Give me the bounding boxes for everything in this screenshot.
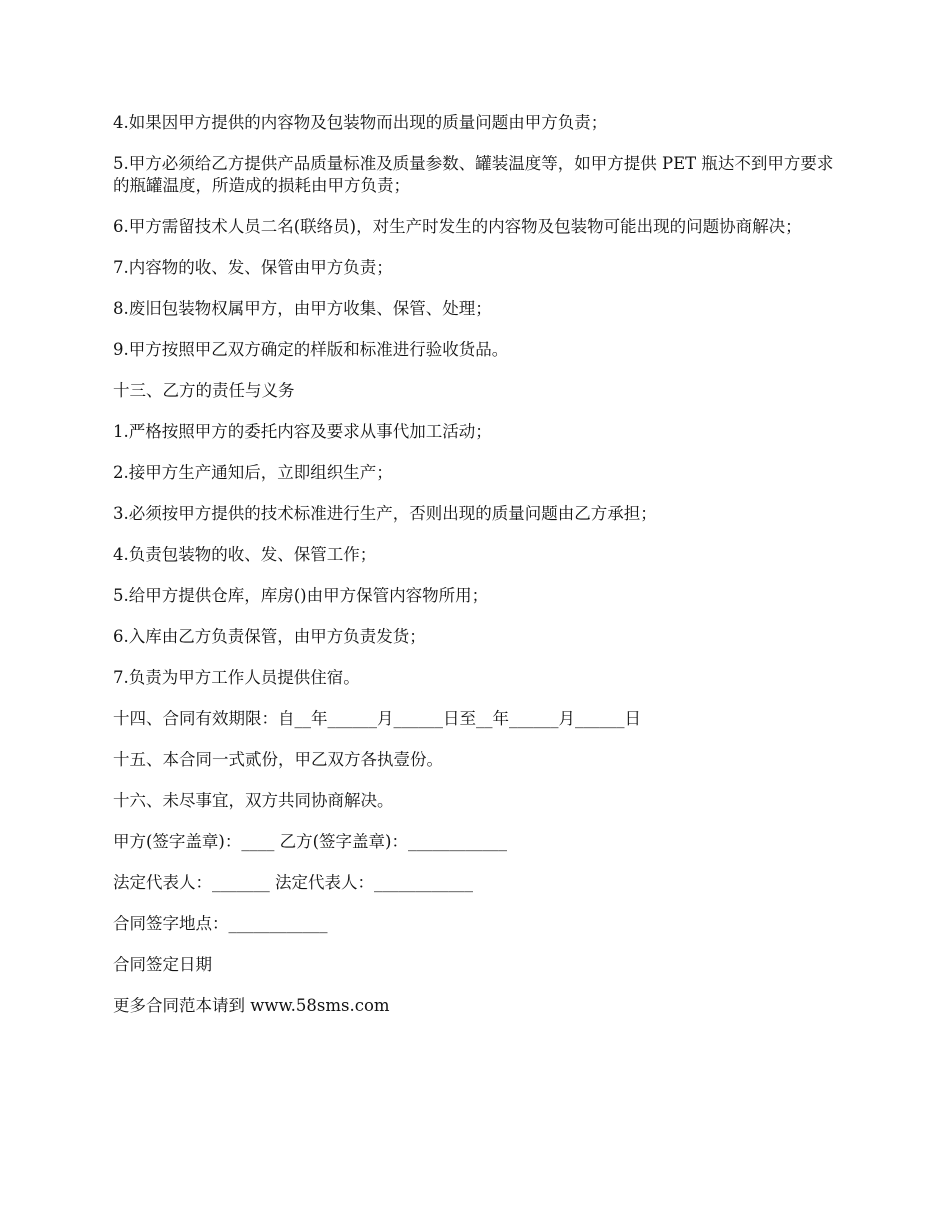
signing-date: 合同签定日期 [113,955,212,974]
signature-line-representatives: 法定代表人：_______ 法定代表人：____________ [113,873,473,892]
clause-b-3: 3.必须按甲方提供的技术标准进行生产，否则出现的质量问题由乙方承担； [113,504,657,523]
document-body [113,112,840,1036]
clause-b-1: 1.严格按照甲方的委托内容及要求从事代加工活动； [113,422,492,441]
clause-a-5: 5.甲方必须给乙方提供产品质量标准及质量参数、罐装温度等，如甲方提供 PET 瓶达不到甲方要求的瓶罐温度，所造成的损耗由甲方负责； [113,154,834,195]
section-heading-16: 十六、未尽事宜，双方共同协商解决。 [113,791,394,810]
clause-b-2: 2.接甲方生产通知后，立即组织生产； [113,463,393,482]
signing-location: 合同签字地点：____________ [113,914,328,933]
signature-line-parties: 甲方(签字盖章)：____ 乙方(签字盖章)：____________ [113,832,507,851]
section-heading-14: 十四、合同有效期限：自__年______月______日至__年______月______日 [113,709,641,728]
clause-b-5: 5.给甲方提供仓库，库房()由甲方保管内容物所用； [113,586,489,605]
section-heading-15: 十五、本合同一式贰份，甲乙双方各执壹份。 [113,750,443,769]
clause-a-4: 4.如果因甲方提供的内容物及包装物而出现的质量问题由甲方负责； [113,113,608,132]
section-heading-13: 十三、乙方的责任与义务 [113,381,295,400]
clause-b-4: 4.负责包装物的收、发、保管工作； [113,545,377,564]
clause-a-6: 6.甲方需留技术人员二名(联络员)，对生产时发生的内容物及包装物可能出现的问题协商解决； [113,217,802,236]
clause-a-7: 7.内容物的收、发、保管由甲方负责； [113,258,393,277]
footer-more-templates: 更多合同范本请到 www.58sms.com [113,996,390,1015]
clause-a-8: 8.废旧包装物权属甲方，由甲方收集、保管、处理； [113,299,492,318]
clause-b-7: 7.负责为甲方工作人员提供住宿。 [113,668,360,687]
clause-b-6: 6.入库由乙方负责保管，由甲方负责发货； [113,627,426,646]
clause-a-9: 9.甲方按照甲乙双方确定的样版和标准进行验收货品。 [113,340,509,359]
